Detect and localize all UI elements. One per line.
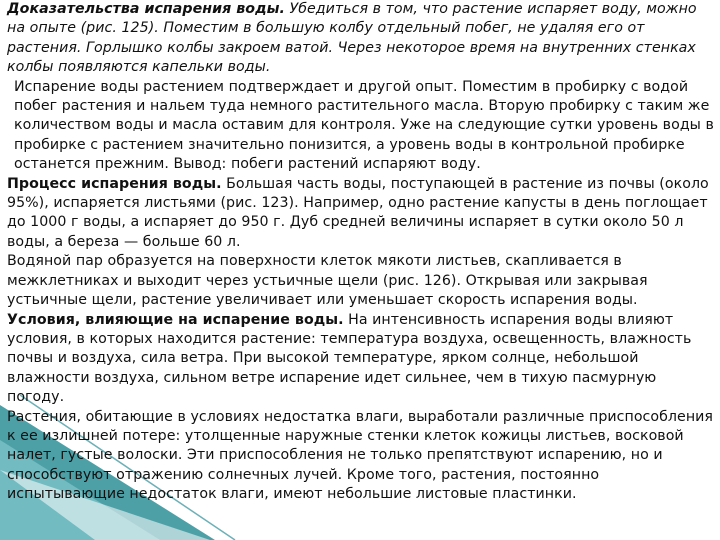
paragraph-conditions-text: На интенсивность испарения воды влияют условия, в которых находится растение: температура воздуха, освещенность, влажность почвы и воздуха, сила ветра. При высокой температуре, ярком солнце, небольшой влажности воздуха, сильном ветре испарение идет сильнее, чем в тихую пасмурную погоду.	[7, 311, 692, 406]
paragraph-evidence-text: Убедиться в том, что растение испаряет воду, можно на опыте (рис. 125). Поместим в большую колбу отдельный побег, не удаляя его от растения. Горлышко колбы закроем ватой. Через некоторое время на внутренних стенках колбы появляются капельки воды.	[7, 1, 697, 76]
heading-conditions: Условия, влияющие на испарение воды.	[7, 311, 344, 328]
paragraph-adaptations-text: Растения, обитающие в условиях недостатка влаги, выработали различные приспособления к ее излишней потере: утолщенные наружные стенки клеток кожицы листьев, восковой налет, густые волоски. Эти приспособления не только препятствуют испарению, но и способствуют отражению солнечных лучей. Кроме того, растения, постоянно испытывающие недостаток влаги, имеют небольшие листовые пластинки.	[7, 408, 714, 503]
document-text	[7, 0, 715, 505]
paragraph-adaptations	[7, 408, 715, 505]
heading-process: Процесс испарения воды.	[7, 175, 222, 192]
paragraph-process	[7, 175, 715, 253]
heading-evidence: Доказательства испарения воды.	[7, 1, 285, 17]
paragraph-vapor-text: Водяной пар образуется на поверхности клеток мякоти листьев, скапливается в межклетниках и выходит через устьичные щели (рис. 126). Открывая или закрывая устьичные щели, растение увеличивает или уменьшает скорость испарения воды.	[7, 253, 648, 309]
paragraph-vapor	[7, 252, 715, 310]
paragraph-process-text: Большая часть воды, поступающей в растение из почвы (около 95%), испаряется листьями (рис. 123). Например, одно растение капусты в день поглощает до 1000 г воды, а испаряет до 950 г. Дуб средней величины испаряет в сутки около 50 л воды, а береза — больше 60 л.	[7, 175, 709, 250]
paragraph-conditions	[7, 311, 715, 408]
paragraph-second-experiment	[7, 78, 715, 175]
paragraph-second-experiment-text: Испарение воды растением подтверждает и другой опыт. Поместим в пробирку с водой побег растения и нальем туда немного растительного масла. Вторую пробирку с таким же количеством воды и масла оставим для контроля. Уже на следующие сутки уровень воды в пробирке с растением значительно понизится, а уровень воды в контрольной пробирке останется прежним. Вывод: побеги растений испаряют воду.	[14, 78, 714, 173]
paragraph-evidence	[7, 0, 715, 78]
